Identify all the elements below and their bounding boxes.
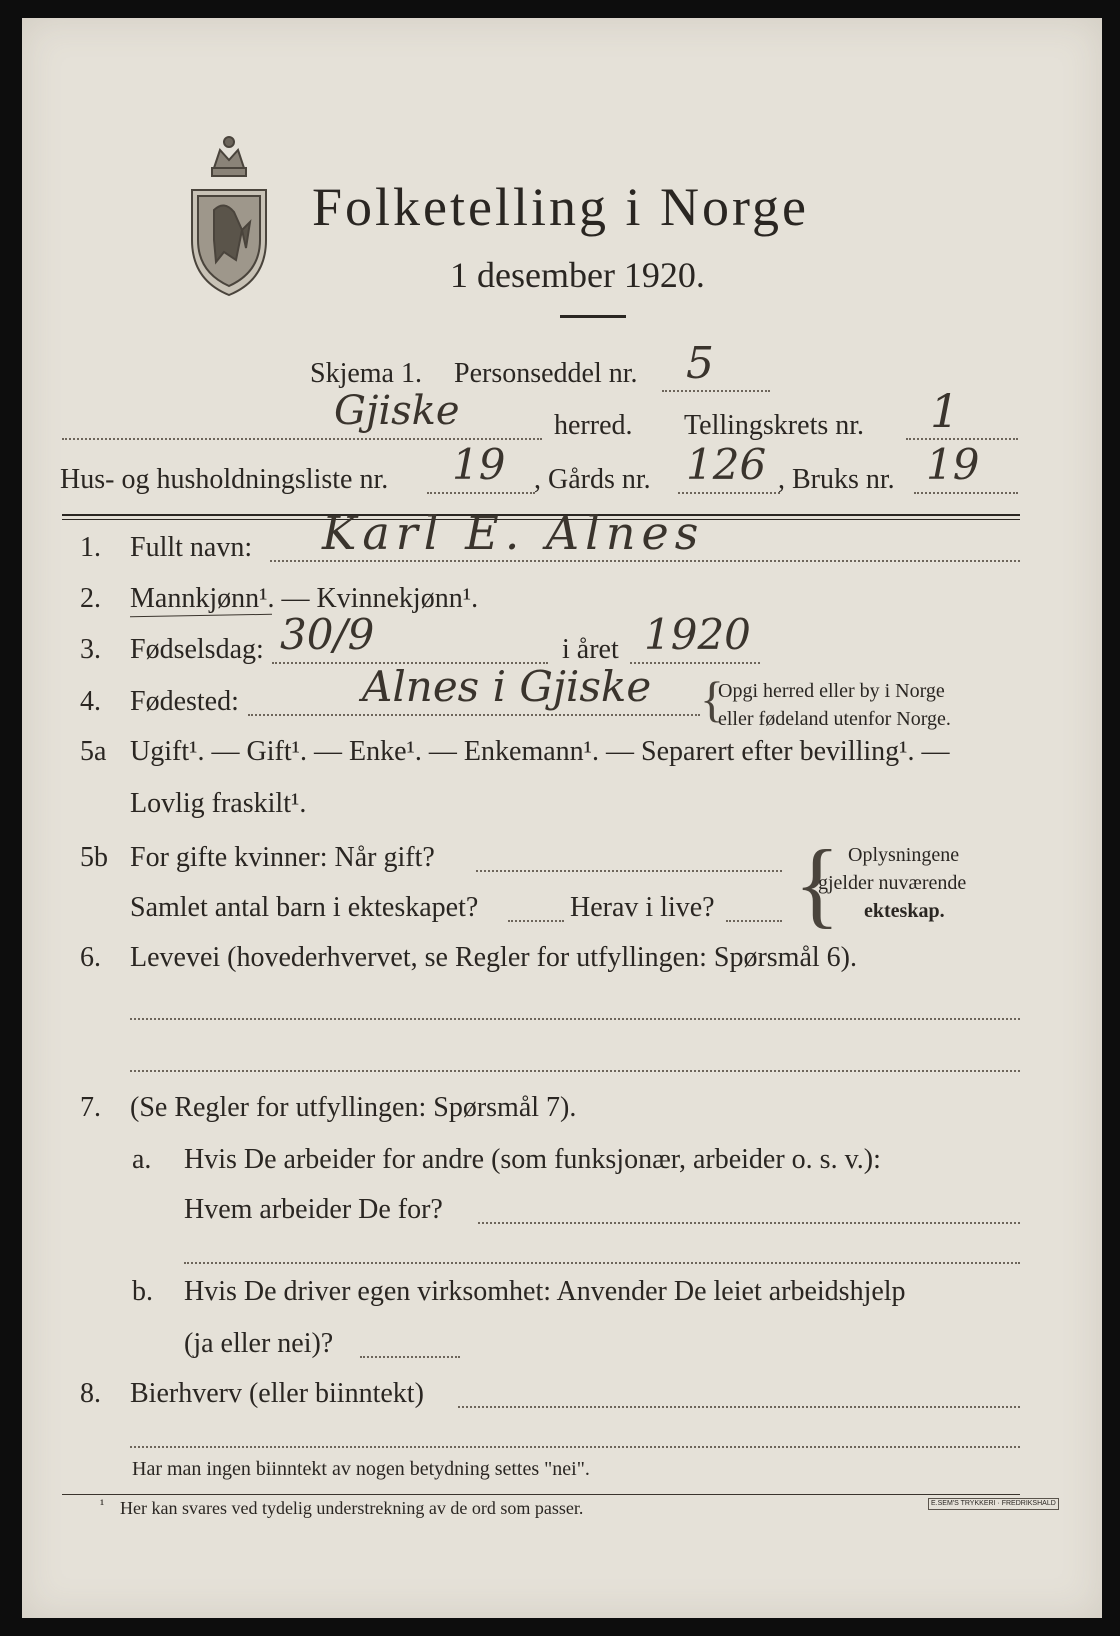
q3-year-value: 1920 — [644, 610, 751, 659]
tellingskrets-value: 1 — [930, 384, 960, 438]
bruks-label: , Bruks nr. — [778, 464, 895, 495]
q5b-note-line3: ekteskap. — [864, 900, 945, 922]
q8-answer-line2 — [130, 1446, 1020, 1448]
q4-brace: { — [700, 671, 724, 727]
tellingskrets-label: Tellingskrets nr. — [684, 410, 865, 441]
q4-line — [248, 714, 700, 716]
personseddel-line — [662, 390, 770, 392]
q7a-letter: a. — [132, 1144, 152, 1175]
q8-label: Bierhverv (eller biinntekt) — [130, 1378, 424, 1409]
q1-label: Fullt navn: — [130, 532, 253, 563]
q7b-line1: Hvis De driver egen virksomhet: Anvender De leiet arbeidshjelp — [184, 1276, 906, 1307]
q5b-line2b: Herav i live? — [570, 892, 715, 923]
q7-number: 7. — [80, 1092, 101, 1123]
q6-line1 — [130, 1018, 1020, 1020]
q5b-line2a: Samlet antal barn i ekteskapet? — [130, 892, 479, 923]
q6-line2 — [130, 1070, 1020, 1072]
personseddel-label: Personseddel nr. — [454, 358, 638, 389]
q2-label: Mannkjønn¹. — Kvinnekjønn¹. — [130, 583, 479, 614]
q5b-brace: { — [794, 830, 841, 937]
q3-number: 3. — [80, 634, 101, 665]
q5b-line1: For gifte kvinner: Når gift? — [130, 842, 435, 873]
q7a-line1: Hvis De arbeider for andre (som funksjonær, arbeider o. s. v.): — [184, 1144, 881, 1175]
footnote-rule — [62, 1494, 1020, 1495]
q4-value: Alnes i Gjiske — [362, 662, 652, 711]
q7-label: (Se Regler for utfyllingen: Spørsmål 7). — [130, 1092, 577, 1123]
q1-number: 1. — [80, 532, 101, 563]
husliste-label: Hus- og husholdningsliste nr. — [60, 464, 389, 495]
q5a-number: 5a — [80, 736, 107, 767]
q8-answer-line1 — [458, 1406, 1020, 1408]
q3-year-label: i året — [562, 634, 619, 665]
q3-value: 30/9 — [280, 610, 375, 659]
herred-label: herred. — [554, 410, 633, 441]
q4-number: 4. — [80, 686, 101, 717]
q5a-line2: Lovlig fraskilt¹. — [130, 788, 307, 819]
q5b-alive-line — [726, 920, 782, 922]
q7a-line2: Hvem arbeider De for? — [184, 1194, 443, 1225]
bruks-value: 19 — [926, 440, 980, 489]
q7b-letter: b. — [132, 1276, 153, 1307]
personseddel-value: 5 — [686, 338, 714, 389]
q2-number: 2. — [80, 583, 101, 614]
q6-number: 6. — [80, 942, 101, 973]
gards-label: , Gårds nr. — [534, 464, 651, 495]
title-divider — [560, 315, 626, 318]
q1-value: Karl E. Alnes — [322, 506, 705, 560]
herred-value: Gjiske — [334, 388, 460, 434]
q4-note-line2: eller fødeland utenfor Norge. — [718, 708, 951, 730]
q3-label: Fødselsdag: — [130, 634, 264, 665]
q5b-married-line — [476, 870, 782, 872]
q4-label: Fødested: — [130, 686, 239, 717]
census-date: 1 desember 1920. — [450, 255, 705, 295]
q5b-number: 5b — [80, 842, 108, 873]
husliste-line — [427, 492, 535, 494]
gards-line — [678, 492, 780, 494]
coat-of-arms-icon — [184, 130, 274, 300]
footnote-mark: ¹ — [100, 1498, 105, 1513]
q4-note-line1: Opgi herred eller by i Norge — [718, 680, 945, 702]
q1-line — [270, 560, 1020, 562]
q7a-answer-line2 — [184, 1262, 1020, 1264]
footnote-text: Her kan svares ved tydelig understrekning av de ord som passer. — [120, 1498, 584, 1518]
q7b-answer-line — [360, 1356, 460, 1358]
q6-label: Levevei (hovederhvervet, se Regler for utfyllingen: Spørsmål 6). — [130, 942, 857, 973]
q7a-answer-line1 — [478, 1222, 1020, 1224]
census-form-sheet — [22, 18, 1102, 1618]
printer-stamp: E.SEM'S TRYKKERI · FREDRIKSHALD — [928, 1498, 1059, 1510]
skjema-label: Skjema 1. — [310, 358, 422, 389]
q5a-line1: Ugift¹. — Gift¹. — Enke¹. — Enkemann¹. — Separert efter bevilling¹. — — [130, 736, 950, 767]
q7b-line2: (ja eller nei)? — [184, 1328, 334, 1359]
q8-note: Har man ingen biinntekt av nogen betydning settes "nei". — [132, 1458, 590, 1480]
gards-value: 126 — [686, 440, 767, 489]
q5b-children-line — [508, 920, 564, 922]
q5b-note-line2: gjelder nuværende — [818, 872, 967, 894]
form-title: Folketelling i Norge — [312, 177, 809, 237]
q5b-note-line1: Oplysningene — [848, 844, 960, 866]
bruks-line — [914, 492, 1018, 494]
q8-number: 8. — [80, 1378, 101, 1409]
husliste-value: 19 — [452, 440, 506, 489]
